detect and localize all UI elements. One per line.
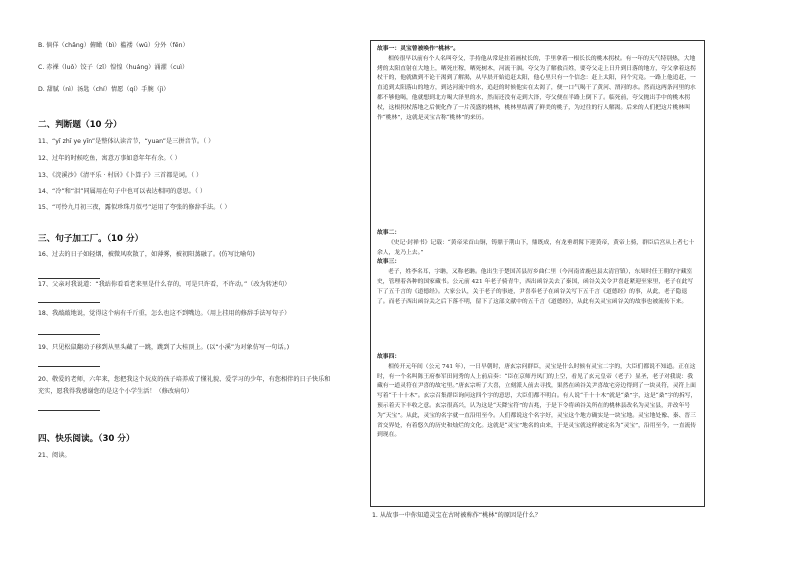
option-d: D. 甜腻（nì）汤匙（chí）情愿（qí）手腕（jì） <box>38 86 170 93</box>
judge-item-14: 14、“冷”和“泪”同属用在句子中也可以表达相同的意思。（ ） <box>38 188 207 195</box>
section-3-heading: 三、句子加工厂。（10 分） <box>38 234 144 244</box>
story-4-text: 相传开元年间（公元 741 年），一日早朝时，唐玄宗问群臣，灵宝是什么时候有灵宝二字的，大臣们都说不知道。正在这时，有一个名叫陈王府参军田同秀的人上前启奏：“臣在京师丹凤门的上空，看见了玄元皇帝（老子）显圣，老子对我说：我藏有一道灵符在尹喜的故宅里。”唐玄宗听了大喜，立刻派人前去寻找，果然在函谷关尹喜故宅旁边得到了一块灵符，灵符上面写着“千十十木”。玄宗召集群臣询问这四个字的意思，大臣们都不明白。有人说“千十十木”就是“桑”字，这是“桑”字的拆写，预示着天下丰收之意。玄宗很高兴，认为这是“天降宝符”的吉兆，于是下令将函谷关所在的桃林县改名为灵宝县，并改年号为“天宝”。从此，灵宝的名字就一直沿用至今。人们都说这个名字好，灵宝这个地方确实是一块宝地。灵宝地处豫、秦、晋三省交界处，有着悠久的历史和灿烂的文化。这就是“灵宝”地名的由来，于是灵宝就这样被定名为“灵宝”，沿用至今，一直流传到现在。 <box>377 363 697 439</box>
sentence-item-17: 17、父亲对我说道：“我站你看看老来里是什么存的，可是只许看，不许动。”（改为转述句） <box>38 281 291 288</box>
sentence-item-20-line1: 20、敬爱的老师，六年来，您把我这个玩皮的孩子培养成了懂礼貌、爱学习的少年，有您相伴的日子快乐和 <box>38 376 331 383</box>
sentence-item-16: 16、过去的日子如轻烟，被微风吹散了，如薄雾，被初阳蒸融了。(仿写比喻句) <box>38 251 255 258</box>
story-4 <box>377 353 698 441</box>
section-2-heading: 二、判断题（10 分） <box>38 120 122 130</box>
story-2-title: 故事二： <box>377 230 401 236</box>
sentence-item-19: 19、只见松鼠翻动子移到从里头藏了一跳，跳到了大桂顶上。(以“小溪”为对象仿写一句话。) <box>38 344 290 351</box>
answer-line-17 <box>38 302 100 303</box>
option-c: C. 赤裸（luǒ）饺子（zǐ）惶惶（huáng）涌濯（cuì） <box>38 64 189 71</box>
reading-item-21: 21、阅读。 <box>38 452 71 459</box>
judge-item-15: 15、“可怜九月初三夜，露似珍珠月似弓”运用了夸张的修辞手法。（ ） <box>38 204 231 211</box>
story-1-title: 故事一：灵宝曾被唤作“桃林”。 <box>377 46 460 52</box>
answer-line-16 <box>38 278 100 279</box>
judge-item-11: 11、“yī zhī ye yīn”是整体认读音节，“yuan”是三拼音节。（ ） <box>38 138 215 145</box>
story-2-text: 《史记·封禅书》记载：“黄帝采首山铜，铸鼎于荆山下，鼎既成，有龙垂胡髯下迎黄帝，黄帝上骑，群臣后宫从上者七十余人，龙乃上去。” <box>377 239 695 256</box>
sentence-item-20-line2: 充实，愿我得我感谢您的是这个小学生活！（修改病句） <box>38 388 193 395</box>
judge-item-13: 13、《浣溪沙》《清平乐 · 村居》《卜算子》三首都是词。（ ） <box>38 172 203 179</box>
section-4-heading: 四、快乐阅读。（30 分） <box>38 434 135 444</box>
answer-line-20 <box>38 410 100 411</box>
story-3-title: 故事三： <box>377 259 401 266</box>
judge-item-12: 12、过年的时候吃鱼，寓意万事如意年年有余。（ ） <box>38 155 181 162</box>
story-1-text: 相传很早以前有个人名叫夸父，手持他从常是拄着画杖长的，手里拿着一根长长的桃木拐杖。有一年的天气特别热，大地烤的太阳直射在大地上，晒死庄稼，晒死树木，河流干涸。夸父为了解救百姓，要夸父走上日升到日落的地方，夸父拿着这拐杖干的，他就做到不论干渴到了解渴，从早晨开始追赶太阳，他心里只有一个信念：赶上太阳，问个究竟。一路上他追赶，一直追到太阳落山的地方，到达河流中的水，追赶的时候他实在太渴了，便一口气喝干了黄河、渭河的水。然而这两条河里的水都不够他喝，他就想到北方喝大泽里的水，然而还没有走到大泽，夸父便在半路上倒下了。临死前，夸父抛出手中的桃木拐杖，这根拐杖落地之后便化作了一片茂盛的桃林，桃林里结满了鲜美的桃子，为过往的行人解渴。后来的人们把这片桃林叫作“桃林”，这就是灵宝古称“桃林”的来历。 <box>377 55 696 121</box>
sentence-item-18: 18、我敲敲地说，觉得这个病有千斤重，怎么也这不到嘴边。（用上挂用的修辞手法写句子） <box>38 310 291 317</box>
answer-line-19 <box>38 366 100 367</box>
option-b: B. 倘佯（chǎng）俯瞰（bì）褴褛（wū）分外（fēn） <box>38 42 189 49</box>
story-3-text: 老子，姓李名耳，字聃，又称老聃。他出生于楚国苦县厉乡曲仁里（今河南省鹿邑县太清宫镇），东周时任王朝的守藏室史，管理着各种的国家藏书。公元前 421 年老子骑青牛，西出函谷关去了秦国，函谷关关令尹喜赶紧迎至家里，老子在此写下了五千言的《道德经》。大家公认，关于老子的事迹，尹喜奉老子在函谷关写下五千言《道德经》的事，从此，老子隐退了。而老子西出函谷关之后下落不明，留下了这部文献中的五千言《道德经》，从此有关灵宝函谷关的故事也被流传下来。 <box>377 269 694 305</box>
story-1 <box>377 45 698 123</box>
story-box <box>370 40 705 507</box>
answer-line-18 <box>38 334 100 335</box>
reading-question-1: 1. 从故事一中你知道灵宝在古时被称作“桃林”的原因是什么？ <box>372 512 541 519</box>
story-4-title: 故事四： <box>377 354 401 360</box>
story-2 <box>377 229 698 307</box>
